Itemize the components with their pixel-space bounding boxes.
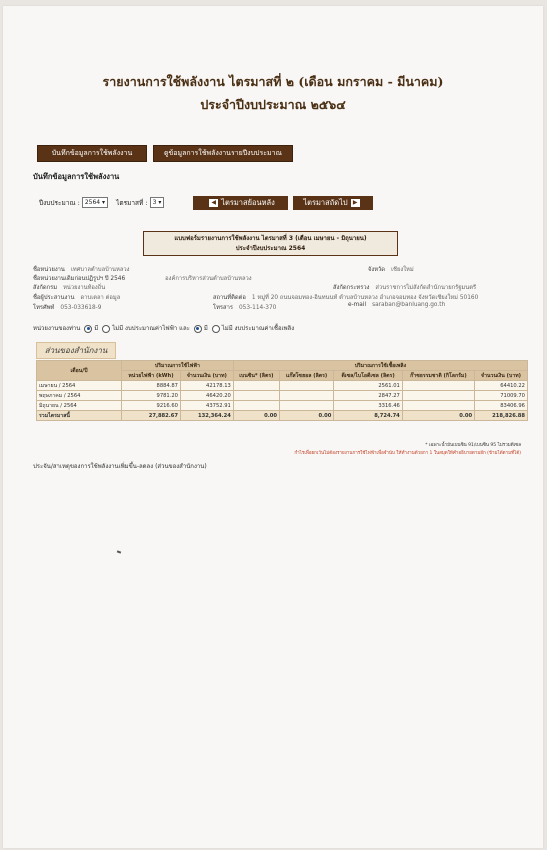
fuel-baht-cell[interactable]: 83406.96 <box>475 401 528 411</box>
arrow-left-icon: ◀ <box>209 199 218 207</box>
total-label: รวมไตรมาสนี้ <box>37 411 122 421</box>
department-value: หน่วยงานท้องถิ่น <box>63 285 106 291</box>
total-ngv: 0.00 <box>402 411 474 421</box>
fuel-budget-have-label: มี <box>203 325 208 332</box>
table-row <box>37 381 528 391</box>
fax-value: 053-114-370 <box>238 305 277 311</box>
form-header <box>143 231 398 256</box>
table-notes <box>294 442 521 458</box>
gasohol-column-header: แก๊สโซฮอล (ลิตร) <box>279 371 333 381</box>
year-select-value: 2564 <box>84 199 101 206</box>
diesel-cell[interactable]: 2847.27 <box>334 391 402 401</box>
email-label: e-mail <box>348 302 367 308</box>
elec-budget-none-radio[interactable] <box>102 325 110 333</box>
phone-value: 053-033618-9 <box>60 305 102 311</box>
table-total-row <box>37 411 528 421</box>
previous-quarter-label: ไตรมาสย้อนหลัง <box>221 198 275 207</box>
coordinator-info <box>33 292 120 302</box>
reason-label: ประจัน/สาเหตุของการใช้พลังงานเพิ่มขึ้น-ลดลง (ส่วนของสำนักงาน) <box>33 463 207 470</box>
elec-budget-none-label: ไม่มี งบประมาณค่าไฟฟ้า <box>112 325 178 332</box>
fuel-budget-have-radio[interactable] <box>194 325 202 333</box>
next-quarter-button[interactable] <box>293 196 373 210</box>
form-header-line2: ประจำปีงบประมาณ 2564 <box>235 245 306 252</box>
address-info <box>213 292 478 302</box>
ngv-cell[interactable] <box>402 381 474 391</box>
month-cell: เมษายน / 2564 <box>37 381 122 391</box>
benzin-cell[interactable] <box>233 401 279 411</box>
coordinator-value: ดาบเตลา ต่อมูล <box>80 295 121 301</box>
fuel-budget-none-radio[interactable] <box>212 325 220 333</box>
kwh-cell[interactable]: 9216.60 <box>122 401 181 411</box>
agency-value: เทศบาลตำบลบ้านหลวง <box>70 267 130 273</box>
address-label: สถานที่ติดต่อ <box>213 295 246 301</box>
kwh-cell[interactable]: 8884.87 <box>122 381 181 391</box>
year-label: ปีงบประมาณ : <box>39 198 80 207</box>
total-gasohol: 0.00 <box>279 411 333 421</box>
radio-and-label: และ <box>179 325 190 332</box>
chevron-down-icon: ▾ <box>102 199 106 206</box>
note-benzin: * เฉพาะน้ำมันเบนซิน 91/เบนซิน 95 ไม่รวมดีเซล <box>425 443 521 448</box>
fuel-baht-column-header: จำนวนเงิน (บาท) <box>475 371 528 381</box>
year-select[interactable] <box>82 197 108 208</box>
fuel-baht-cell[interactable]: 71009.70 <box>475 391 528 401</box>
total-fuel-baht: 218,826.88 <box>475 411 528 421</box>
coordinator-label: ชื่อผู้ประสานงาน <box>33 295 75 301</box>
ministry-label: สังกัดกระทรวง <box>333 285 370 291</box>
benzin-cell[interactable] <box>233 381 279 391</box>
total-kwh: 27,882.67 <box>122 411 181 421</box>
fuel-group-header: ปริมาณการใช้เชื้อเพลิง <box>233 361 527 371</box>
gasohol-cell[interactable] <box>279 391 333 401</box>
elec-budget-have-label: มี <box>94 325 99 332</box>
section-title: บันทึกข้อมูลการใช้พลังงาน <box>33 172 120 181</box>
ministry-info <box>333 282 476 292</box>
total-elec-baht: 132,364.24 <box>180 411 233 421</box>
address-value: 1 หมู่ที่ 20 ถนนจอมทอง-อินทนนท์ ตำบลบ้านหลวง อำเภอจอมทอง จังหวัดเชียงใหม่ 50160 <box>251 295 479 301</box>
elec-baht-column-header: จำนวนเงิน (บาท) <box>180 371 233 381</box>
diesel-column-header: ดีเซล/ไบโอดีเซล (ลิตร) <box>334 371 402 381</box>
previous-quarter-button[interactable] <box>193 196 288 210</box>
agency-label: ชื่อหน่วยงาน <box>33 267 65 273</box>
parent-agency-label: ชื่อหน่วยงานเดิมก่อนปฏิรูปฯ ปี 2546 <box>33 276 126 282</box>
table-row <box>37 391 528 401</box>
chevron-down-icon: ▾ <box>158 199 162 206</box>
province-value: เชียงใหม่ <box>391 267 414 273</box>
elec-baht-cell[interactable]: 43752.91 <box>180 401 233 411</box>
gasohol-cell[interactable] <box>279 381 333 391</box>
fuel-budget-none-label: ไม่มี งบประมาณค่าเชื้อเพลิง <box>221 325 295 332</box>
period-selector <box>39 197 170 208</box>
budget-radio-row <box>33 323 294 333</box>
pen-mark <box>117 550 121 553</box>
department-label: สังกัดกรม <box>33 285 58 291</box>
fax-label: โทรสาร <box>213 305 233 311</box>
table-row <box>37 401 528 411</box>
office-section-tab[interactable]: ส่วนของสำนักงาน <box>36 342 116 359</box>
fax-info <box>213 302 276 312</box>
arrow-right-icon: ▶ <box>351 199 360 207</box>
document-page <box>3 6 543 848</box>
diesel-cell[interactable]: 3316.46 <box>334 401 402 411</box>
elec-baht-cell[interactable]: 46420.20 <box>180 391 233 401</box>
email-info <box>348 302 445 308</box>
ministry-value: ส่วนราชการไม่สังกัดสำนักนายกรัฐมนตรี <box>375 285 477 291</box>
benzin-cell[interactable] <box>233 391 279 401</box>
email-value: saraban@banluang.go.th <box>372 302 446 308</box>
diesel-cell[interactable]: 2561.01 <box>334 381 402 391</box>
gasohol-cell[interactable] <box>279 401 333 411</box>
total-benzin: 0.00 <box>233 411 279 421</box>
annual-summary-button[interactable]: ดูข้อมูลการใช้พลังงานรายปีงบประมาณ <box>153 145 293 162</box>
note-exemption: กำไรเพื่อยกเว้นไม่ต้องรายงานการใช้ไฟฟ้าเพื่อจำนับ ให้ทำงานด้วยกา 1 ในสมุดให้คำอธิบายตามอีก (ข้ามได้ตามที่ได้) <box>294 451 521 456</box>
benzin-column-header: เบนซิน* (ลิตร) <box>233 371 279 381</box>
fuel-baht-cell[interactable]: 64410.22 <box>475 381 528 391</box>
elec-baht-cell[interactable]: 42178.13 <box>180 381 233 391</box>
province-label: จังหวัด <box>368 267 386 273</box>
phone-info <box>33 302 101 312</box>
ngv-cell[interactable] <box>402 391 474 401</box>
next-quarter-label: ไตรมาสถัดไป <box>303 198 348 207</box>
elec-budget-have-radio[interactable] <box>84 325 92 333</box>
quarter-select-value: 3 <box>152 199 157 206</box>
phone-label: โทรศัพท์ <box>33 305 55 311</box>
radio-group-label: หน่วยงานของท่าน <box>33 325 81 332</box>
total-diesel: 8,724.74 <box>334 411 402 421</box>
quarter-select[interactable] <box>150 197 165 208</box>
ngv-cell[interactable] <box>402 401 474 411</box>
department-info <box>33 282 105 292</box>
record-energy-button[interactable]: บันทึกข้อมูลการใช้พลังงาน <box>37 145 147 162</box>
province-info <box>368 264 414 274</box>
form-header-line1: แบบฟอร์มรายงานการใช้พลังงาน ไตรมาสที่ 3 (เดือน เมษายน - มิถุนายน) <box>174 235 367 242</box>
month-column-header: เดือน/ปี <box>37 361 122 381</box>
quarter-label: ไตรมาสที่ : <box>116 198 148 207</box>
energy-usage-table <box>36 360 528 421</box>
report-subtitle: ประจำปีงบประมาณ ๒๕๖๔ <box>200 97 346 112</box>
kwh-column-header: หน่วยไฟฟ้า (kWh) <box>122 371 181 381</box>
electricity-group-header: ปริมาณการใช้ไฟฟ้า <box>122 361 234 371</box>
table-group-header <box>37 361 528 371</box>
parent-agency-value: องค์การบริหารส่วนตำบลบ้านหลวง <box>165 276 252 282</box>
report-title: รายงานการใช้พลังงาน ไตรมาสที่ ๒ (เดือน มกราคม - มีนาคม) <box>102 74 444 89</box>
ngv-column-header: ก๊าซธรรมชาติ (กิโลกรัม) <box>402 371 474 381</box>
month-cell: พฤษภาคม / 2564 <box>37 391 122 401</box>
month-cell: มิถุนายน / 2564 <box>37 401 122 411</box>
kwh-cell[interactable]: 9781.20 <box>122 391 181 401</box>
